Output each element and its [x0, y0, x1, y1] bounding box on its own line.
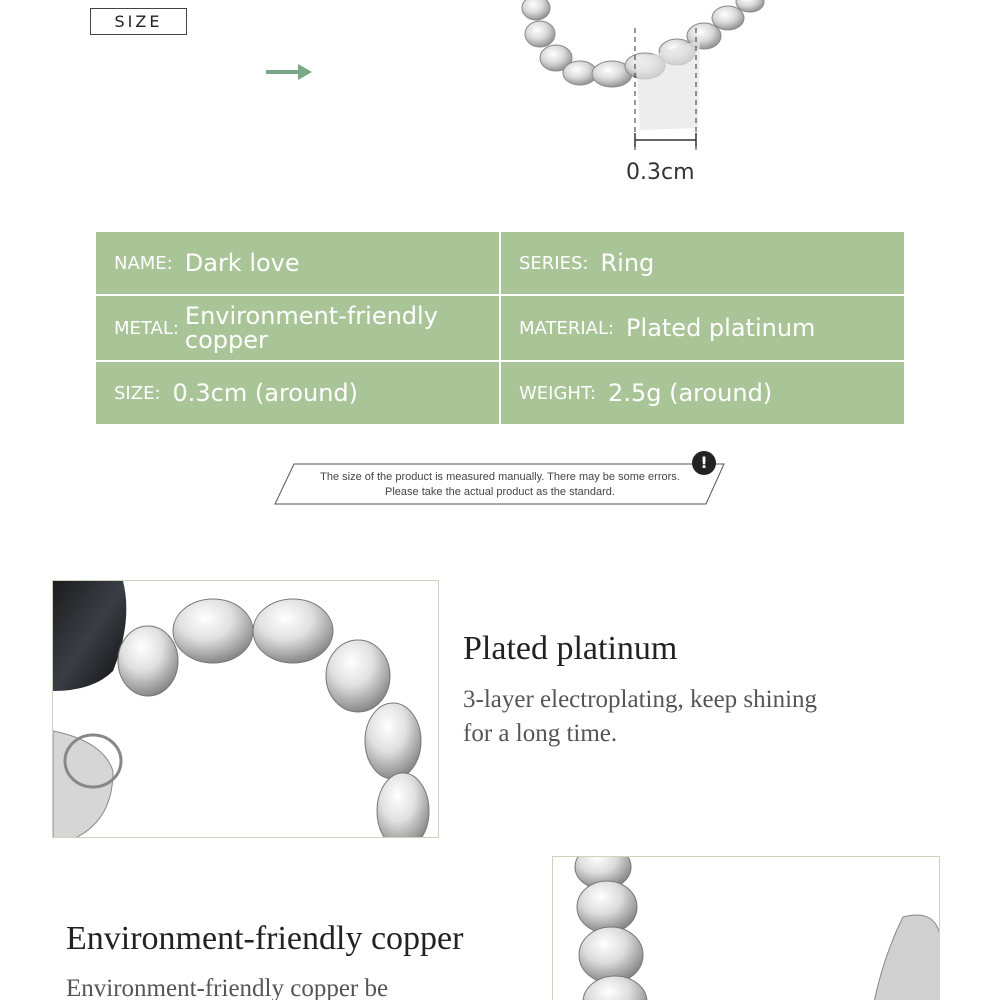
feature-title-plated: Plated platinum [463, 630, 678, 667]
notice-text [290, 470, 710, 500]
ring-closeup-photo [52, 580, 439, 838]
feature-desc-line: 3-layer electroplating, keep shining [463, 686, 818, 713]
feature-desc-line: Environment-friendly copper be [66, 975, 389, 1000]
arrow-right-icon [266, 64, 312, 80]
spec-value: 2.5g (around) [608, 379, 773, 407]
spec-value: Dark love [184, 249, 300, 277]
spec-name [96, 232, 499, 294]
ring-closeup-image [53, 581, 439, 838]
ring-side-image [553, 857, 940, 1000]
ring-size-illustration [480, 0, 810, 150]
warning-icon: ! [692, 451, 716, 475]
spec-key: NAME: [114, 252, 173, 274]
spec-key: METAL: [114, 317, 179, 339]
spec-value: Ring [600, 249, 655, 277]
feature-desc-copper [66, 972, 388, 1000]
feature-desc-line: for a long time. [463, 720, 618, 747]
spec-value: Plated platinum [626, 314, 816, 342]
notice-line-2: Please take the actual product as the standard. [385, 486, 615, 498]
spec-value: Environment-friendly copper [184, 302, 438, 354]
spec-weight [501, 362, 904, 424]
spec-value: 0.3cm (around) [172, 379, 358, 407]
dimension-label: 0.3cm [626, 160, 695, 185]
feature-title-copper: Environment-friendly copper [66, 920, 464, 957]
spec-key: MATERIAL: [519, 317, 615, 339]
feature-desc-plated [463, 683, 817, 751]
notice-line-1: The size of the product is measured manually. There may be some errors. [320, 471, 680, 483]
spec-key: SIZE: [114, 382, 161, 404]
spec-material [501, 296, 904, 360]
spec-key: SERIES: [519, 252, 589, 274]
spec-series [501, 232, 904, 294]
spec-size [96, 362, 499, 424]
spec-table [96, 232, 906, 424]
size-label: SIZE [90, 8, 187, 35]
spec-key: WEIGHT: [519, 382, 597, 404]
spec-metal [96, 296, 499, 360]
ring-side-photo [552, 856, 940, 1000]
